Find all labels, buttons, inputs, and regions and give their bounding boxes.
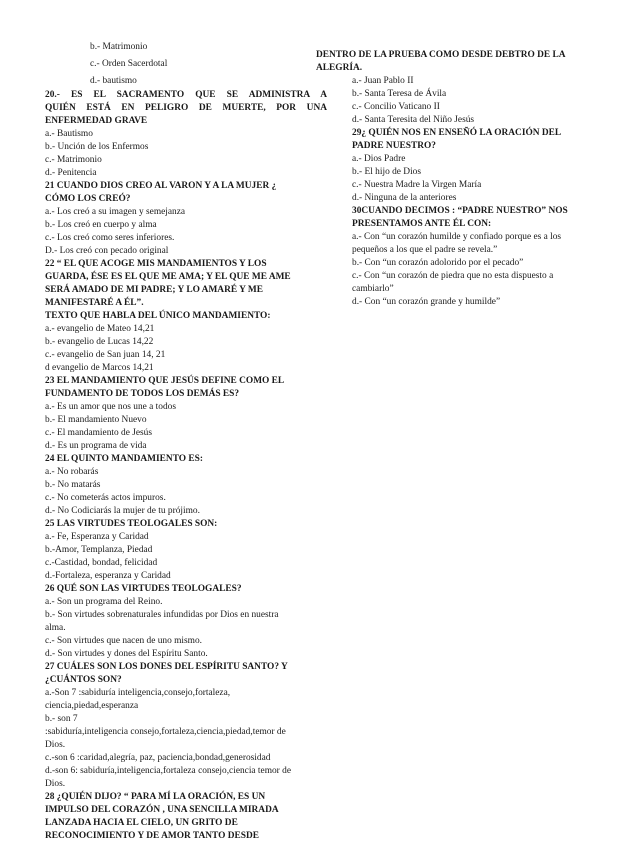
- left-column-line: b.- Unción de los Enfermos: [45, 142, 149, 152]
- right-column-line: a.- Dios Padre: [352, 154, 406, 164]
- left-column-line: :sabiduría,inteligencia consejo,fortaleza,ciencia,piedad,temor de: [45, 727, 286, 737]
- left-column-line: alma.: [45, 623, 66, 633]
- left-column-line: SERÁ AMADO DE MI PADRE; Y LO AMARÉ Y ME: [45, 285, 263, 295]
- left-column-line: 28 ¿QUIÉN DIJO? “ PARA MÍ LA ORACIÓN, ES UN: [45, 792, 266, 802]
- left-column-line: ¿CUÁNTOS SON?: [45, 675, 122, 685]
- left-column-line: IMPULSO DEL CORAZÓN , UNA SENCILLA MIRADA: [45, 805, 279, 815]
- left-column-line: d.- Es un programa de vida: [45, 441, 147, 451]
- right-column-line: d.- Ninguna de la anteriores: [352, 193, 457, 203]
- left-column-line: d.- bautismo: [90, 76, 137, 86]
- right-column-line: a.- Juan Pablo II: [352, 76, 414, 86]
- left-column-line: 24 EL QUINTO MANDAMIENTO ES:: [45, 454, 204, 464]
- right-column-line: b.- Santa Teresa de Ávila: [352, 89, 447, 99]
- left-column-line: d.-Fortaleza, esperanza y Caridad: [45, 571, 171, 581]
- right-column-line: ALEGRÍA.: [316, 63, 363, 73]
- left-column-line: b.- Los creó en cuerpo y alma: [45, 220, 157, 230]
- left-column-line: a.-Son 7 :sabiduría inteligencia,consejo,fortaleza,: [45, 688, 231, 698]
- right-column-line: b.- Con “un corazón adolorido por el pecado”: [352, 258, 524, 268]
- right-column-line: d.- Con “un corazón grande y humilde”: [352, 297, 501, 307]
- right-column-line: a.- Con “un corazón humilde y confiado porque es a los: [352, 232, 562, 242]
- left-column-line: LANZADA HACIA EL CIELO, UN GRITO DE: [45, 818, 238, 828]
- left-column-line: a.- Los creó a su imagen y semejanza: [45, 207, 186, 217]
- left-column-line: TEXTO QUE HABLA DEL ÚNICO MANDAMIENTO:: [45, 311, 271, 321]
- left-column-line: a.- evangelio de Mateo 14,21: [45, 324, 155, 334]
- left-column-line: b.- El mandamiento Nuevo: [45, 415, 147, 425]
- left-column-line: b.-Amor, Templanza, Piedad: [45, 545, 153, 555]
- left-column-line: c.- Son virtudes que nacen de uno mismo.: [45, 636, 202, 646]
- left-column-line: b.- Son virtudes sobrenaturales infundidas por Dios en nuestra: [45, 610, 279, 620]
- right-column-line: 29¿ QUIÉN NOS EN ENSEÑÓ LA ORACIÓN DEL: [352, 128, 562, 138]
- right-column-line: cambiarlo”: [352, 284, 394, 294]
- right-column-line: d.- Santa Teresita del Niño Jesús: [352, 115, 475, 125]
- left-column-line: GUARDA, ÉSE ES EL QUE ME AMA; Y EL QUE ME AME: [45, 272, 291, 282]
- left-column-line: c.- Matrimonio: [45, 155, 102, 165]
- right-column-line: c.- Nuestra Madre la Virgen María: [352, 180, 482, 190]
- left-column-line: D.- Los creó con pecado original: [45, 246, 169, 256]
- left-column-line: a.- Fe, Esperanza y Caridad: [45, 532, 149, 542]
- left-column-line: c.- Los creó como seres inferiores.: [45, 233, 175, 243]
- right-column-line: c.- Con “un corazón de piedra que no esta dispuesto a: [352, 271, 554, 281]
- left-column-line: CÓMO LOS CREÓ?: [45, 194, 131, 204]
- left-column-line: QUIÉN ESTÁ EN PELIGRO DE MUERTE, POR UNA: [45, 103, 327, 113]
- left-column-line: 21 CUANDO DIOS CREO AL VARON Y A LA MUJER ¿: [45, 181, 277, 191]
- left-column-line: c.-son 6 :caridad,alegría, paz, paciencia,bondad,generosidad: [45, 753, 271, 763]
- left-column-line: b.- Matrimonio: [90, 42, 148, 52]
- left-column-line: 20.- ES EL SACRAMENTO QUE SE ADMINISTRA A: [45, 90, 327, 100]
- right-column-line: PADRE NUESTRO?: [352, 141, 436, 151]
- left-column-line: a.- No robarás: [45, 467, 99, 477]
- left-column-line: 26 QUÉ SON LAS VIRTUDES TEOLOGALES?: [45, 584, 242, 594]
- left-column-line: c.- El mandamiento de Jesús: [45, 428, 153, 438]
- left-column-line: Dios.: [45, 779, 66, 789]
- left-column-line: 25 LAS VIRTUDES TEOLOGALES SON:: [45, 519, 218, 529]
- left-column-line: d.- Penitencia: [45, 168, 97, 178]
- left-column-line: RECONOCIMIENTO Y DE AMOR TANTO DESDE: [45, 831, 260, 841]
- left-column-line: b.- son 7: [45, 714, 78, 724]
- left-column-line: 23 EL MANDAMIENTO QUE JESÚS DEFINE COMO EL: [45, 376, 285, 386]
- left-column-line: c.-Castidad, bondad, felicidad: [45, 558, 158, 568]
- left-column-line: d.- No Codiciarás la mujer de tu prójimo.: [45, 506, 200, 516]
- right-column-line: c.- Concilio Vaticano II: [352, 102, 440, 112]
- left-column-line: 22 “ EL QUE ACOGE MIS MANDAMIENTOS Y LOS: [45, 259, 267, 269]
- right-column-line: DENTRO DE LA PRUEBA COMO DESDE DEBTRO DE LA: [316, 50, 566, 60]
- left-column-line: ciencia,piedad,esperanza: [45, 701, 139, 711]
- left-column-line: c.- No cometerás actos impuros.: [45, 493, 166, 503]
- left-column-line: a.- Bautismo: [45, 129, 93, 139]
- left-column-line: FUNDAMENTO DE TODOS LOS DEMÁS ES?: [45, 389, 240, 399]
- left-column-line: 27 CUÁLES SON LOS DONES DEL ESPÍRITU SANTO? Y: [45, 662, 288, 672]
- left-column-line: ENFERMEDAD GRAVE: [45, 116, 148, 126]
- left-column-line: b.- No matarás: [45, 480, 101, 490]
- left-column-line: b.- evangelio de Lucas 14,22: [45, 337, 154, 347]
- left-column-line: d.- Son virtudes y dones del Espíritu Santo.: [45, 649, 208, 659]
- right-column-line: PRESENTAMOS ANTE ÉL CON:: [352, 219, 492, 229]
- left-column-line: c.- Orden Sacerdotal: [90, 59, 168, 69]
- left-column-line: c.- evangelio de San juan 14, 21: [45, 350, 166, 360]
- left-column-line: a.- Es un amor que nos une a todos: [45, 402, 176, 412]
- right-column-line: b.- El hijo de Dios: [352, 167, 422, 177]
- left-column-line: d evangelio de Marcos 14,21: [45, 363, 154, 373]
- left-column-line: Dios.: [45, 740, 66, 750]
- left-column-line: MANIFESTARÉ A ÉL”.: [45, 298, 144, 308]
- right-column-line: pequeños a los que el padre se revela.”: [352, 245, 498, 255]
- right-column-line: 30CUANDO DECIMOS : “PADRE NUESTRO” NOS: [352, 206, 568, 216]
- left-column-line: a.- Son un programa del Reino.: [45, 597, 163, 607]
- left-column-line: d.-son 6: sabiduría,inteligencia,fortaleza consejo,ciencia temor de: [45, 766, 291, 776]
